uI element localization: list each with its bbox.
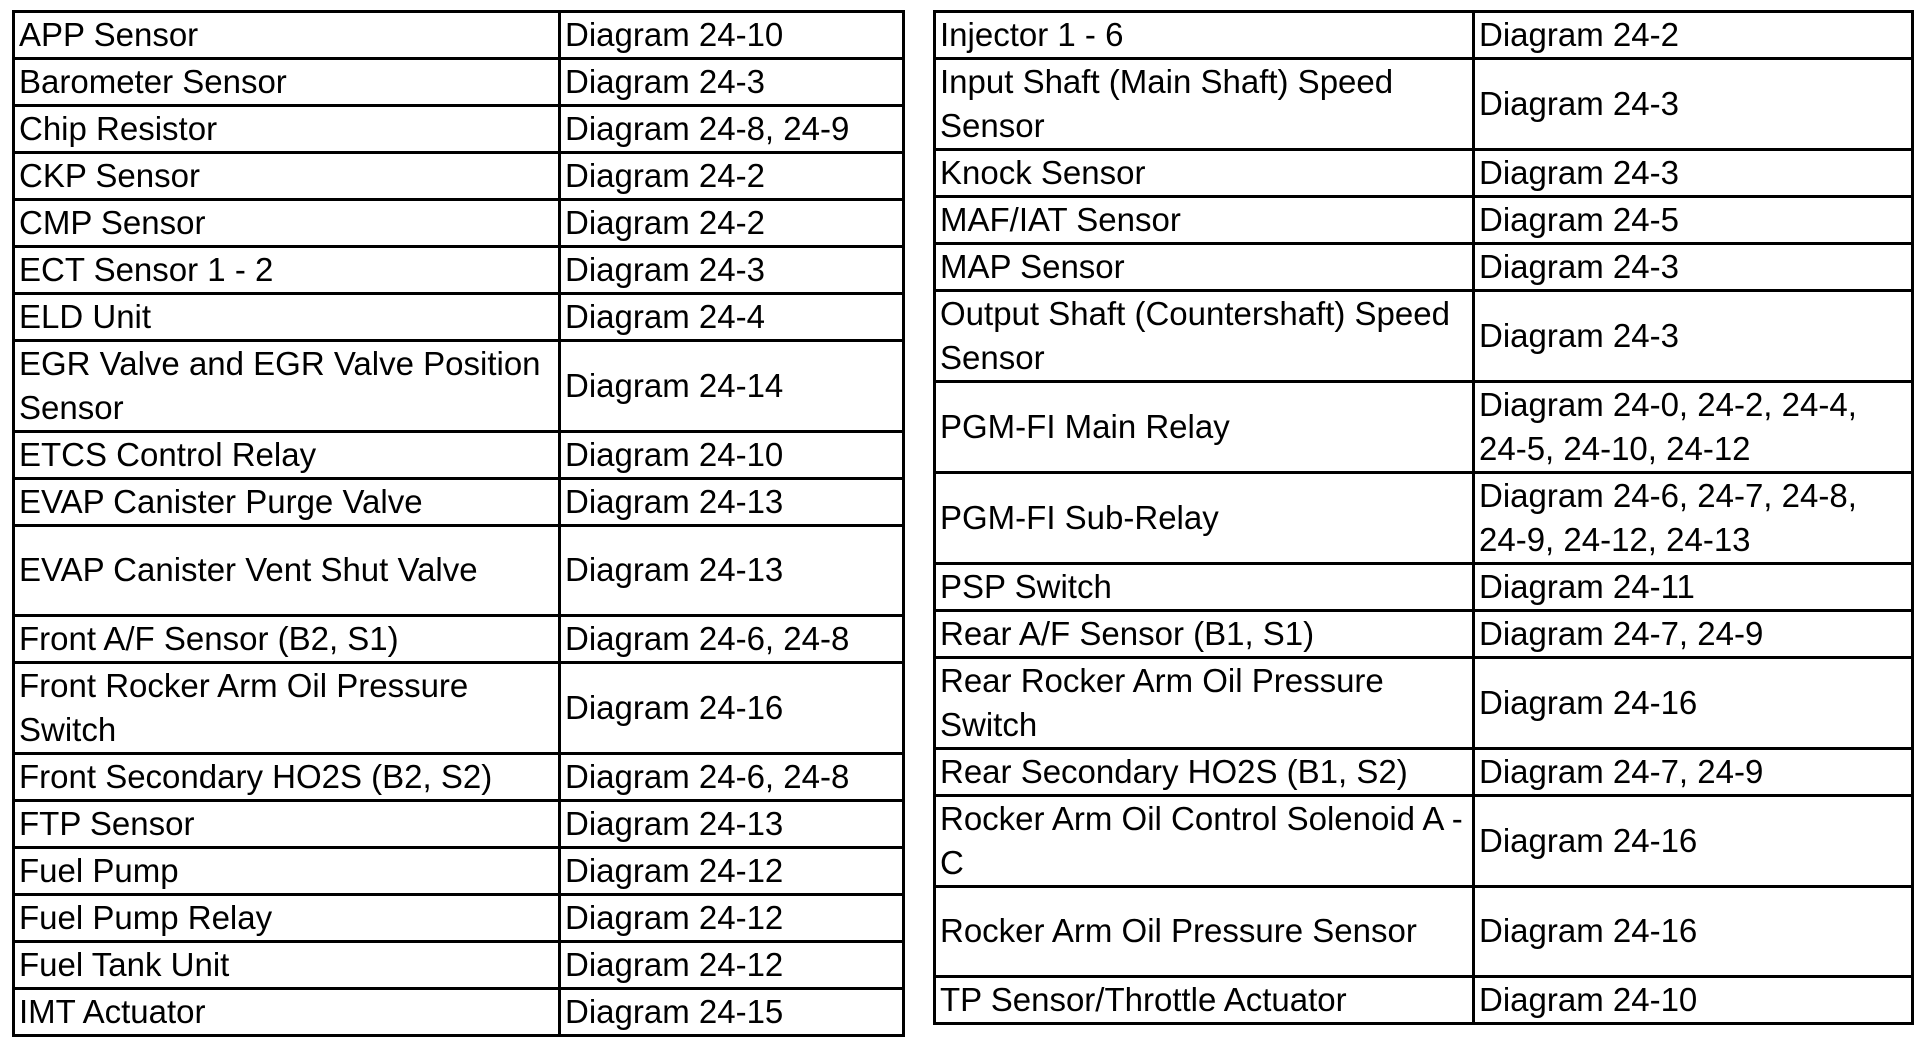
table-row — [14, 59, 904, 106]
component-name-cell: FTP Sensor — [14, 800, 560, 847]
table-row — [935, 611, 1913, 658]
component-name-cell: Rear Secondary HO2S (B1, S2) — [935, 749, 1474, 796]
table-row — [935, 291, 1913, 382]
table-body-right — [935, 12, 1913, 1024]
table-body-left — [14, 12, 904, 1036]
table-row — [14, 294, 904, 341]
table-row — [935, 887, 1913, 977]
component-name-cell: Front Rocker Arm Oil Pressure Switch — [14, 662, 560, 753]
component-name-cell: CKP Sensor — [14, 153, 560, 200]
component-name-cell: Fuel Pump — [14, 847, 560, 894]
component-name-cell: MAP Sensor — [935, 244, 1474, 291]
component-index-page — [12, 10, 1908, 1030]
diagram-reference-cell: Diagram 24-2 — [560, 153, 904, 200]
diagram-reference-cell: Diagram 24-3 — [560, 247, 904, 294]
component-name-cell: Rocker Arm Oil Control Solenoid A - C — [935, 796, 1474, 887]
diagram-reference-cell: Diagram 24-6, 24-8 — [560, 615, 904, 662]
component-name-cell: PGM-FI Sub-Relay — [935, 473, 1474, 564]
component-name-cell: Front A/F Sensor (B2, S1) — [14, 615, 560, 662]
table-row — [14, 12, 904, 59]
table-row — [14, 200, 904, 247]
table-row — [935, 197, 1913, 244]
table-row — [14, 247, 904, 294]
diagram-reference-cell: Diagram 24-16 — [1474, 658, 1913, 749]
table-row — [14, 988, 904, 1035]
component-name-cell: Fuel Tank Unit — [14, 941, 560, 988]
diagram-reference-cell: Diagram 24-8, 24-9 — [560, 106, 904, 153]
component-name-cell: CMP Sensor — [14, 200, 560, 247]
diagram-reference-cell: Diagram 24-4 — [560, 294, 904, 341]
diagram-reference-cell: Diagram 24-13 — [560, 479, 904, 526]
component-name-cell: Barometer Sensor — [14, 59, 560, 106]
diagram-reference-cell: Diagram 24-13 — [560, 526, 904, 616]
diagram-reference-cell: Diagram 24-10 — [560, 12, 904, 59]
component-name-cell: MAF/IAT Sensor — [935, 197, 1474, 244]
component-name-cell: Rear Rocker Arm Oil Pressure Switch — [935, 658, 1474, 749]
diagram-reference-cell: Diagram 24-10 — [560, 432, 904, 479]
component-name-cell: EGR Valve and EGR Valve Position Sensor — [14, 341, 560, 432]
table-row — [14, 662, 904, 753]
component-name-cell: Front Secondary HO2S (B2, S2) — [14, 753, 560, 800]
table-row — [14, 894, 904, 941]
table-row — [935, 382, 1913, 473]
diagram-reference-cell: Diagram 24-3 — [1474, 59, 1913, 150]
table-row — [14, 479, 904, 526]
diagram-reference-cell: Diagram 24-2 — [1474, 12, 1913, 59]
component-name-cell: Input Shaft (Main Shaft) Speed Sensor — [935, 59, 1474, 150]
table-row — [14, 941, 904, 988]
component-name-cell: Chip Resistor — [14, 106, 560, 153]
diagram-reference-cell: Diagram 24-7, 24-9 — [1474, 749, 1913, 796]
table-row — [935, 976, 1913, 1023]
component-name-cell: Rocker Arm Oil Pressure Sensor — [935, 887, 1474, 977]
table-row — [14, 341, 904, 432]
table-row — [14, 847, 904, 894]
table-row — [14, 800, 904, 847]
component-name-cell: Fuel Pump Relay — [14, 894, 560, 941]
diagram-reference-cell: Diagram 24-16 — [1474, 887, 1913, 977]
component-name-cell: ECT Sensor 1 - 2 — [14, 247, 560, 294]
component-name-cell: ELD Unit — [14, 294, 560, 341]
diagram-reference-cell: Diagram 24-16 — [1474, 796, 1913, 887]
diagram-reference-cell: Diagram 24-3 — [1474, 291, 1913, 382]
component-name-cell: TP Sensor/Throttle Actuator — [935, 976, 1474, 1023]
table-row — [14, 615, 904, 662]
diagram-reference-cell: Diagram 24-12 — [560, 847, 904, 894]
component-name-cell: Rear A/F Sensor (B1, S1) — [935, 611, 1474, 658]
diagram-reference-cell: Diagram 24-5 — [1474, 197, 1913, 244]
table-row — [935, 12, 1913, 59]
table-row — [14, 526, 904, 616]
diagram-reference-cell: Diagram 24-3 — [560, 59, 904, 106]
table-row — [935, 658, 1913, 749]
component-name-cell: EVAP Canister Purge Valve — [14, 479, 560, 526]
diagram-reference-cell: Diagram 24-15 — [560, 988, 904, 1035]
diagram-reference-cell: Diagram 24-0, 24-2, 24-4, 24-5, 24-10, 24-12 — [1474, 382, 1913, 473]
component-name-cell: Output Shaft (Countershaft) Speed Sensor — [935, 291, 1474, 382]
table-row — [14, 753, 904, 800]
diagram-reference-cell: Diagram 24-12 — [560, 941, 904, 988]
diagram-reference-cell: Diagram 24-3 — [1474, 150, 1913, 197]
diagram-reference-cell: Diagram 24-6, 24-8 — [560, 753, 904, 800]
table-row — [935, 473, 1913, 564]
component-name-cell: PGM-FI Main Relay — [935, 382, 1474, 473]
component-name-cell: APP Sensor — [14, 12, 560, 59]
table-row — [935, 564, 1913, 611]
diagram-reference-cell: Diagram 24-11 — [1474, 564, 1913, 611]
component-name-cell: Injector 1 - 6 — [935, 12, 1474, 59]
diagram-reference-cell: Diagram 24-3 — [1474, 244, 1913, 291]
table-row — [935, 150, 1913, 197]
component-name-cell: Knock Sensor — [935, 150, 1474, 197]
table-row — [935, 796, 1913, 887]
component-name-cell: PSP Switch — [935, 564, 1474, 611]
diagram-reference-cell: Diagram 24-12 — [560, 894, 904, 941]
table-row — [935, 244, 1913, 291]
diagram-reference-cell: Diagram 24-16 — [560, 662, 904, 753]
diagram-reference-cell: Diagram 24-2 — [560, 200, 904, 247]
component-name-cell: EVAP Canister Vent Shut Valve — [14, 526, 560, 616]
component-name-cell: IMT Actuator — [14, 988, 560, 1035]
table-row — [935, 59, 1913, 150]
diagram-reference-cell: Diagram 24-14 — [560, 341, 904, 432]
diagram-reference-cell: Diagram 24-10 — [1474, 976, 1913, 1023]
table-row — [14, 106, 904, 153]
table-row — [14, 432, 904, 479]
component-table-right — [933, 10, 1914, 1025]
diagram-reference-cell: Diagram 24-13 — [560, 800, 904, 847]
component-table-left — [12, 10, 905, 1037]
diagram-reference-cell: Diagram 24-7, 24-9 — [1474, 611, 1913, 658]
component-name-cell: ETCS Control Relay — [14, 432, 560, 479]
table-row — [935, 749, 1913, 796]
diagram-reference-cell: Diagram 24-6, 24-7, 24-8, 24-9, 24-12, 24-13 — [1474, 473, 1913, 564]
table-row — [14, 153, 904, 200]
